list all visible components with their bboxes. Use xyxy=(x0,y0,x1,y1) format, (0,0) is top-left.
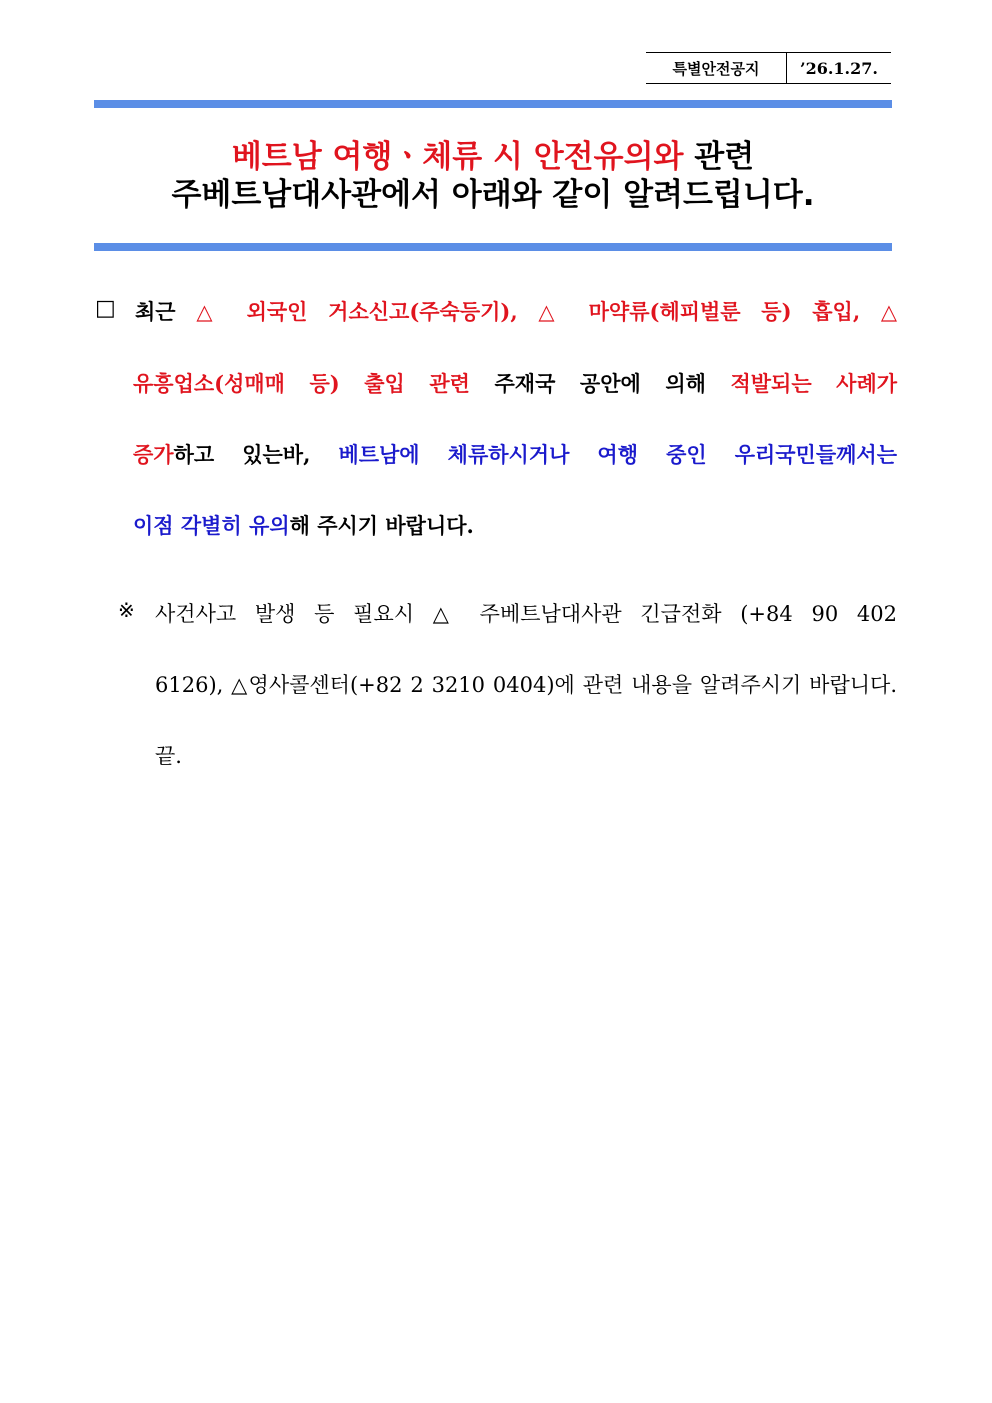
bottom-divider-bar xyxy=(94,243,892,251)
body-line-3 xyxy=(133,439,897,469)
body-text: 해 주시기 바랍니다. xyxy=(289,513,474,538)
title-red-text-b: 안전유의와 xyxy=(533,139,684,175)
note-line-3: 끝. xyxy=(155,744,182,768)
body-text: 주재국 공안에 의해 xyxy=(494,371,706,396)
note-line-1: 사건사고 발생 등 필요시 △ 주베트남대사관 긴급전화 (+84 90 402 xyxy=(155,602,897,626)
notice-date: ’26.1.27. xyxy=(800,58,878,78)
body-line-1 xyxy=(135,296,897,326)
body-text: 하고 있는바, xyxy=(173,442,311,467)
body-blue-text: 이점 각별히 유의 xyxy=(133,513,290,538)
body-red-text: 적발되는 사례가 xyxy=(730,371,898,396)
checkbox-bullet: □ xyxy=(95,296,116,321)
body-text: 최근 xyxy=(135,299,176,324)
body-red-text: 유흥업소(성매매 등) 출입 관련 xyxy=(133,371,470,396)
title-red-text-a: 베트남 여행ㆍ체류 시 xyxy=(231,139,534,175)
page-title xyxy=(94,138,892,214)
title-line-2: 주베트남대사관에서 아래와 같이 알려드립니다. xyxy=(171,177,815,213)
note-line-2: 6126), △영사콜센터(+82 2 3210 0404)에 관련 내용을 알려주시기 바랍니다. xyxy=(155,673,897,697)
reference-mark: ※ xyxy=(118,598,135,622)
body-blue-text: 베트남에 체류하시거나 여행 중인 우리국민들께서는 xyxy=(338,442,897,467)
notice-header-box xyxy=(646,52,891,84)
body-line-2 xyxy=(133,368,897,398)
body-red-text: △ 외국인 거소신고(주숙등기), △ 마약류(헤피벌룬 등) 흡입, △ xyxy=(196,299,898,324)
title-line-1 xyxy=(94,138,892,176)
notice-type-label: 특별안전공지 xyxy=(646,53,787,83)
body-line-4 xyxy=(133,510,897,540)
body-red-text: 증가 xyxy=(133,442,174,467)
title-black-text: 관련 xyxy=(683,139,755,175)
top-divider-bar xyxy=(94,100,892,108)
